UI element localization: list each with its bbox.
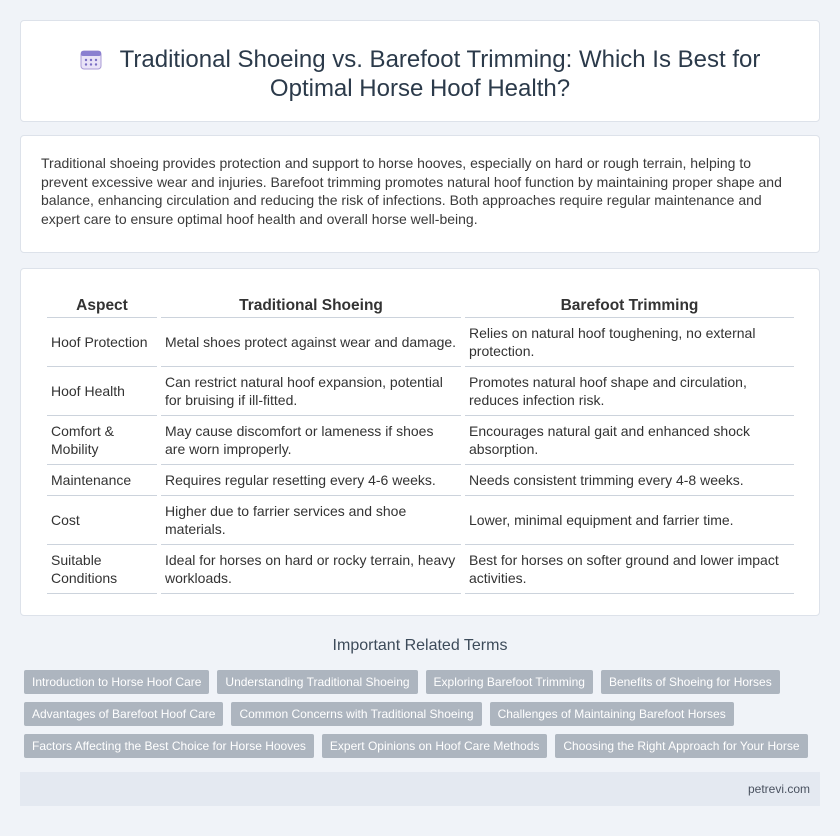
barefoot-cell: Promotes natural hoof shape and circulation, reduces infection risk. [465, 367, 794, 416]
barefoot-cell: Best for horses on softer ground and lower impact activities. [465, 545, 794, 594]
related-term-tag[interactable]: Benefits of Shoeing for Horses [601, 670, 780, 694]
aspect-cell: Maintenance [47, 465, 157, 496]
related-terms-title: Important Related Terms [332, 637, 508, 654]
shoeing-cell: Can restrict natural hoof expansion, potential for bruising if ill-fitted. [161, 367, 461, 416]
barefoot-cell: Needs consistent trimming every 4-8 weeks. [465, 465, 794, 496]
related-term-tag[interactable]: Exploring Barefoot Trimming [426, 670, 593, 694]
barefoot-cell: Encourages natural gait and enhanced shock absorption. [465, 416, 794, 465]
comparison-table [43, 297, 798, 594]
barefoot-cell: Relies on natural hoof toughening, no external protection. [465, 318, 794, 367]
page-title-line-2: Optimal Horse Hoof Health? [269, 75, 571, 102]
shoeing-cell: May cause discomfort or lameness if shoes are worn improperly. [161, 416, 461, 465]
shoeing-cell: Metal shoes protect against wear and damage. [161, 318, 461, 367]
table-header-row [47, 297, 794, 318]
table-row [47, 465, 794, 496]
aspect-cell: Suitable Conditions [47, 545, 157, 594]
intro-paragraph: Traditional shoeing provides protection and support to horse hooves, especially on hard or rough terrain, helping to prevent excessive wear and injuries. Barefoot trimming promotes natural hoof function by maintaining proper shape and balance, enhancing circulation and reducing the risk of infections. Both approaches require regular maintenance and expert care to ensure optimal hoof health and overall horse well-being. [41, 155, 782, 227]
aspect-cell: Hoof Protection [47, 318, 157, 367]
shoeing-cell: Ideal for horses on hard or rocky terrain, heavy workloads. [161, 545, 461, 594]
related-term-tag[interactable]: Choosing the Right Approach for Your Horse [555, 734, 807, 758]
header-traditional-shoeing: Traditional Shoeing [161, 297, 461, 318]
intro-card [20, 135, 820, 253]
barefoot-cell: Lower, minimal equipment and farrier time. [465, 496, 794, 545]
related-term-tag[interactable]: Common Concerns with Traditional Shoeing [231, 702, 481, 726]
table-row [47, 496, 794, 545]
shoeing-cell: Requires regular resetting every 4-6 weeks. [161, 465, 461, 496]
page-title-line-1: Traditional Shoeing vs. Barefoot Trimming: Which Is Best for [119, 46, 761, 73]
header-barefoot-trimming: Barefoot Trimming [465, 297, 794, 318]
title-card [20, 20, 820, 122]
footer [20, 772, 820, 806]
related-term-tag[interactable]: Expert Opinions on Hoof Care Methods [322, 734, 547, 758]
table-row [47, 416, 794, 465]
table-row [47, 318, 794, 367]
shoeing-cell: Higher due to farrier services and shoe materials. [161, 496, 461, 545]
aspect-cell: Comfort & Mobility [47, 416, 157, 465]
table-row [47, 545, 794, 594]
footer-site[interactable]: petrevi.com [747, 782, 810, 796]
related-terms-list [24, 670, 824, 766]
header-aspect: Aspect [47, 297, 157, 318]
comparison-card [20, 268, 820, 616]
aspect-cell: Hoof Health [47, 367, 157, 416]
related-term-tag[interactable]: Challenges of Maintaining Barefoot Horses [490, 702, 734, 726]
related-term-tag[interactable]: Understanding Traditional Shoeing [217, 670, 417, 694]
related-term-tag[interactable]: Introduction to Horse Hoof Care [24, 670, 209, 694]
calendar-icon [80, 48, 102, 70]
related-term-tag[interactable]: Advantages of Barefoot Hoof Care [24, 702, 223, 726]
related-term-tag[interactable]: Factors Affecting the Best Choice for Horse Hooves [24, 734, 314, 758]
page-title [21, 45, 819, 103]
table-row [47, 367, 794, 416]
aspect-cell: Cost [47, 496, 157, 545]
